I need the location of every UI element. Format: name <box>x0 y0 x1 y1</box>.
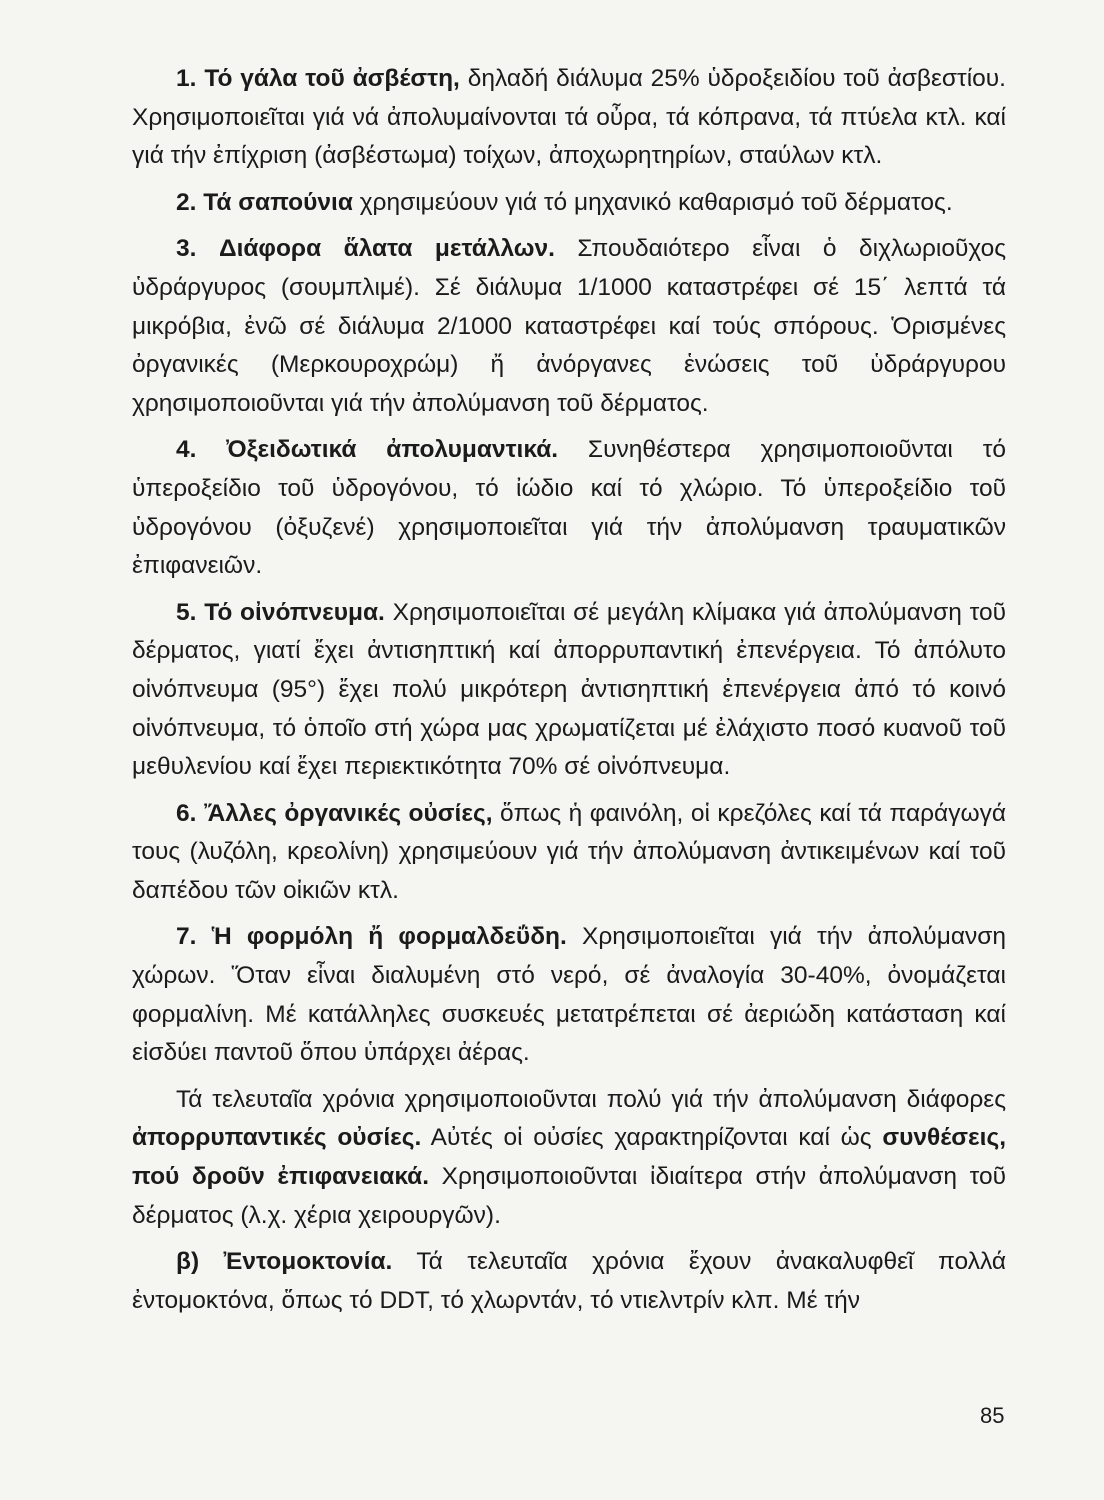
item-3-text: Σπουδαιότερο εἶναι ὁ διχλωριοῦχος ὑδράργυρος (σουμπλιμέ). Σέ διάλυμα 1/1000 καταστρέφει σέ 15΄ λεπτά τά μικρόβια, ἐνῶ σέ διάλυμα 2/1000 καταστρέφει καί τούς σπόρους. Ὁρισμένες ὀργανικές (Μερκουροχρώμ) ἤ ἀνόργανες ἑνώσεις τοῦ ὑδράργυρου χρησιμοποιοῦνται γιά τήν ἀπολύμανση τοῦ δέρματος. <box>132 235 1007 417</box>
item-6-heading: Ἄλλες ὀργανικές οὐσίες, <box>203 799 493 827</box>
item-5-heading: Τό οἰνόπνευμα. <box>204 598 385 626</box>
page-body <box>132 60 1006 1320</box>
item-7-text: Χρησιμοποιεῖται γιά τήν ἀπολύμανση χώρων. Ὅταν εἶναι διαλυμένη στό νερό, σέ ἀναλογία 30-40%, ὀνομάζεται φορμαλίνη. Μέ κατάλληλες συσκευές μετατρέπεται σέ ἀεριώδη κατάσταση καί εἰσδύει παντοῦ ὅπου ὑπάρχει ἀέρας. <box>132 923 1006 1067</box>
item-1 <box>132 60 1006 176</box>
item-4 <box>132 431 1006 585</box>
item-4-text: Συνηθέστερα χρησιμοποιοῦνται τό ὑπεροξείδιο τοῦ ὑδρογόνου, τό ἰώδιο καί τό χλώριο. Τό ὑπεροξείδιο τοῦ ὑδρογόνου (ὀξυζενέ) χρησιμοποιεῖται γιά τήν ἀπολύμανση τραυματικῶν ἐπιφανειῶν. <box>132 436 1006 580</box>
item-3 <box>132 230 1006 423</box>
page-number: 85 <box>980 1403 1005 1428</box>
item-5 <box>132 594 1006 787</box>
item-2-number: 2. <box>176 188 197 216</box>
item-6-text: ὅπως ἡ φαινόλη, οἱ κρεζόλες καί τά παράγωγά τους (λυζόλη, κρεολίνη) χρησιμεύουν γιά τήν ἀπολύμανση ἀντικειμένων καί τοῦ δαπέδου τῶν οἰκιῶν κτλ. <box>132 799 1007 904</box>
item-4-number: 4. <box>176 436 197 464</box>
closing-bold-2: συνθέσεις, πού δροῦν ἐπιφανειακά. <box>132 1124 1006 1191</box>
closing-bold-1: ἀπορρυπαντικές οὐσίες. <box>132 1124 422 1152</box>
section-b-text: Τά τελευταῖα χρόνια ἔχουν ἀνακαλυφθεῖ πολλά ἐντομοκτόνα, ὅπως τό DDT, τό χλωρντάν, τό ντιελντρίν κλπ. Μέ τήν <box>132 1248 1006 1314</box>
closing-paragraph <box>132 1081 1006 1235</box>
item-2-heading: Τά σαπούνια <box>203 188 353 216</box>
item-4-heading: Ὀξειδωτικά ἀπολυμαντικά. <box>226 436 559 464</box>
item-3-heading: Διάφορα ἅλατα μετάλλων. <box>218 235 555 263</box>
item-1-heading: Τό γάλα τοῦ ἀσβέστη, <box>204 65 460 92</box>
item-7-number: 7. <box>176 923 197 951</box>
item-1-text: δηλαδή διάλυμα 25% ὑδροξειδίου τοῦ ἀσβεστίου. Χρησιμοποιεῖται γιά νά ἀπολυμαίνονται τά οὖρα, τά κόπρανα, τά πτύελα κτλ. καί γιά τήν ἐπίχριση (ἀσβέστωμα) τοίχων, ἀποχωρητηρίων, σταύλων κτλ. <box>132 65 1006 170</box>
item-2 <box>132 184 1006 223</box>
section-b-heading: β) Ἐντομοκτονία. <box>176 1248 393 1276</box>
item-3-number: 3. <box>176 235 197 263</box>
item-6-number: 6. <box>176 799 197 827</box>
item-6 <box>132 795 1006 911</box>
item-5-number: 5. <box>176 598 197 626</box>
closing-text-1: Τά τελευταῖα χρόνια χρησιμοποιοῦνται πολύ γιά τήν ἀπολύμανση διάφορες <box>176 1085 1006 1113</box>
item-7-heading: Ἡ φορμόλη ἤ φορμαλδεΰδη. <box>211 923 567 951</box>
item-7 <box>132 918 1006 1072</box>
item-2-text: χρησιμεύουν γιά τό μηχανικό καθαρισμό τοῦ δέρματος. <box>352 188 953 216</box>
item-1-number: 1. <box>176 65 197 92</box>
section-b-paragraph <box>132 1243 1006 1320</box>
item-5-text: Χρησιμοποιεῖται σέ μεγάλη κλίμακα γιά ἀπολύμανση τοῦ δέρματος, γιατί ἔχει ἀντισηπτική καί ἀπορρυπαντική ἐπενέργεια. Τό ἀπόλυτο οἰνόπνευμα (95°) ἔχει πολύ μικρότερη ἀντισηπτική ἐπενέργεια ἀπό τό κοινό οἰνόπνευμα, τό ὁποῖο στή χώρα μας χρωματίζεται μέ ἐλάχιστο ποσό κυανοῦ τοῦ μεθυλενίου καί ἔχει περιεκτικότητα 70% σέ οἰνόπνευμα. <box>132 598 1006 781</box>
closing-text-3: Χρησιμοποιοῦνται ἰδιαίτερα στήν ἀπολύμανση τοῦ δέρματος (λ.χ. χέρια χειρουργῶν). <box>132 1163 1006 1229</box>
closing-text-2: Αὐτές οἱ οὐσίες χαρακτηρίζονται καί ὡς <box>421 1124 883 1152</box>
